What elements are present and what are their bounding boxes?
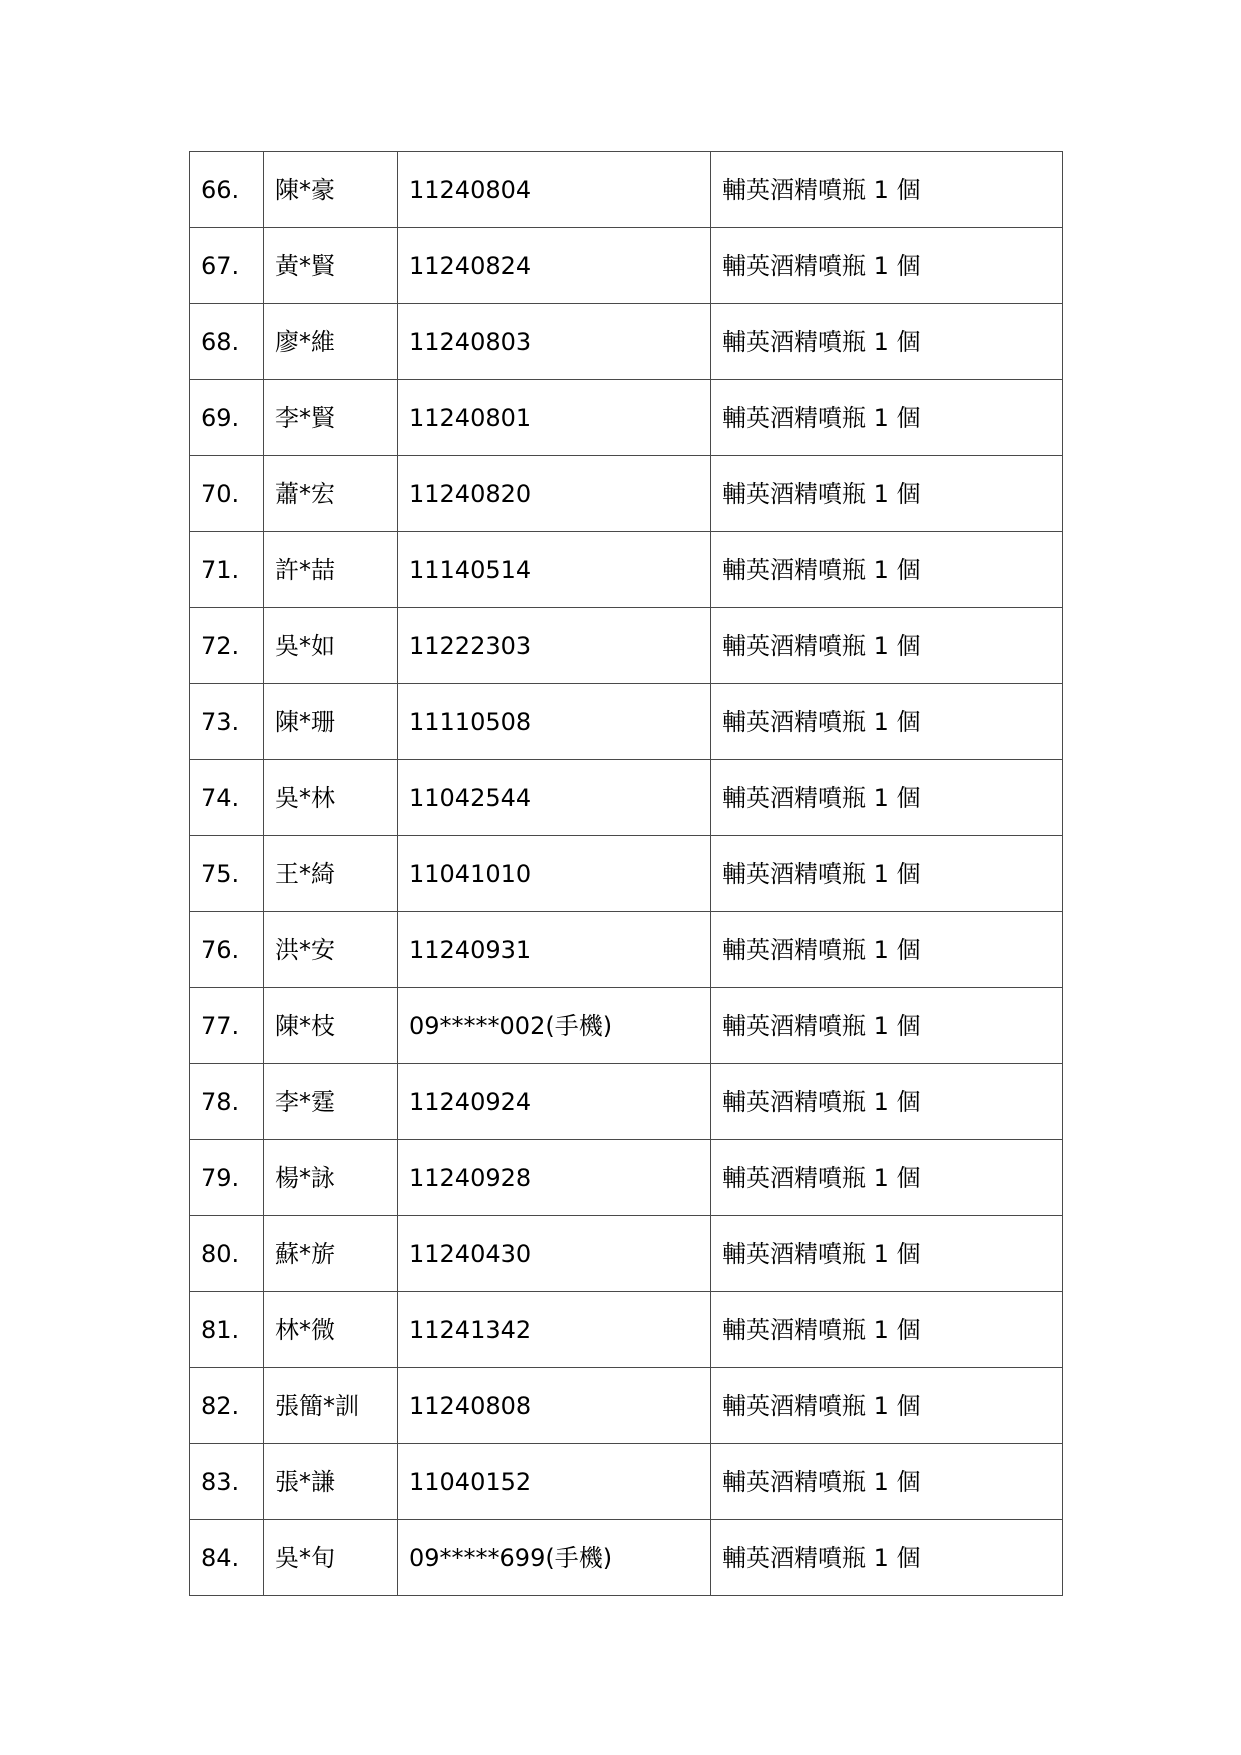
prize-cell: 輔英酒精噴瓶 1 個 <box>711 912 1063 988</box>
winner-id-cell: 11222303 <box>398 608 711 684</box>
table-row <box>190 1140 1063 1216</box>
prize-cell: 輔英酒精噴瓶 1 個 <box>711 1520 1063 1596</box>
row-number-cell: 84. <box>190 1520 264 1596</box>
winner-table-body <box>190 152 1063 1596</box>
winner-id-cell: 11240801 <box>398 380 711 456</box>
winner-name-cell: 吳*林 <box>264 760 398 836</box>
table-row <box>190 1292 1063 1368</box>
prize-cell: 輔英酒精噴瓶 1 個 <box>711 836 1063 912</box>
winner-id-cell: 11240808 <box>398 1368 711 1444</box>
winner-id-cell: 11240804 <box>398 152 711 228</box>
prize-cell: 輔英酒精噴瓶 1 個 <box>711 760 1063 836</box>
winner-id-cell: 11240928 <box>398 1140 711 1216</box>
prize-cell: 輔英酒精噴瓶 1 個 <box>711 1368 1063 1444</box>
prize-cell: 輔英酒精噴瓶 1 個 <box>711 1444 1063 1520</box>
winner-name-cell: 吳*旬 <box>264 1520 398 1596</box>
prize-cell: 輔英酒精噴瓶 1 個 <box>711 1292 1063 1368</box>
prize-cell: 輔英酒精噴瓶 1 個 <box>711 1216 1063 1292</box>
row-number-cell: 72. <box>190 608 264 684</box>
row-number-cell: 66. <box>190 152 264 228</box>
table-row <box>190 1520 1063 1596</box>
prize-cell: 輔英酒精噴瓶 1 個 <box>711 456 1063 532</box>
row-number-cell: 74. <box>190 760 264 836</box>
winner-id-cell: 09*****002(手機) <box>398 988 711 1064</box>
row-number-cell: 77. <box>190 988 264 1064</box>
table-row <box>190 1216 1063 1292</box>
winner-name-cell: 蕭*宏 <box>264 456 398 532</box>
winner-name-cell: 廖*維 <box>264 304 398 380</box>
winner-name-cell: 洪*安 <box>264 912 398 988</box>
row-number-cell: 69. <box>190 380 264 456</box>
winner-id-cell: 11041010 <box>398 836 711 912</box>
row-number-cell: 76. <box>190 912 264 988</box>
winner-name-cell: 陳*枝 <box>264 988 398 1064</box>
winner-name-cell: 楊*詠 <box>264 1140 398 1216</box>
table-row <box>190 988 1063 1064</box>
table-row <box>190 1444 1063 1520</box>
table-row <box>190 456 1063 532</box>
table-row <box>190 228 1063 304</box>
table-row <box>190 912 1063 988</box>
prize-cell: 輔英酒精噴瓶 1 個 <box>711 532 1063 608</box>
row-number-cell: 70. <box>190 456 264 532</box>
winner-name-cell: 陳*豪 <box>264 152 398 228</box>
row-number-cell: 80. <box>190 1216 264 1292</box>
winner-name-cell: 張*謙 <box>264 1444 398 1520</box>
winner-id-cell: 11040152 <box>398 1444 711 1520</box>
winner-name-cell: 吳*如 <box>264 608 398 684</box>
winner-id-cell: 11110508 <box>398 684 711 760</box>
row-number-cell: 81. <box>190 1292 264 1368</box>
table-row <box>190 152 1063 228</box>
prize-cell: 輔英酒精噴瓶 1 個 <box>711 684 1063 760</box>
table-row <box>190 380 1063 456</box>
prize-cell: 輔英酒精噴瓶 1 個 <box>711 608 1063 684</box>
row-number-cell: 73. <box>190 684 264 760</box>
winner-id-cell: 11042544 <box>398 760 711 836</box>
row-number-cell: 71. <box>190 532 264 608</box>
row-number-cell: 78. <box>190 1064 264 1140</box>
winner-id-cell: 09*****699(手機) <box>398 1520 711 1596</box>
row-number-cell: 68. <box>190 304 264 380</box>
row-number-cell: 82. <box>190 1368 264 1444</box>
prize-cell: 輔英酒精噴瓶 1 個 <box>711 304 1063 380</box>
winner-name-cell: 許*喆 <box>264 532 398 608</box>
winner-id-cell: 11241342 <box>398 1292 711 1368</box>
prize-cell: 輔英酒精噴瓶 1 個 <box>711 380 1063 456</box>
row-number-cell: 75. <box>190 836 264 912</box>
winner-id-cell: 11240824 <box>398 228 711 304</box>
prize-cell: 輔英酒精噴瓶 1 個 <box>711 228 1063 304</box>
winner-name-cell: 李*賢 <box>264 380 398 456</box>
winner-name-cell: 李*霆 <box>264 1064 398 1140</box>
prize-cell: 輔英酒精噴瓶 1 個 <box>711 988 1063 1064</box>
winner-id-cell: 11240820 <box>398 456 711 532</box>
table-row <box>190 608 1063 684</box>
table-row <box>190 532 1063 608</box>
table-row <box>190 760 1063 836</box>
row-number-cell: 79. <box>190 1140 264 1216</box>
winner-id-cell: 11240430 <box>398 1216 711 1292</box>
winner-table <box>189 151 1063 1596</box>
winner-id-cell: 11240924 <box>398 1064 711 1140</box>
winner-id-cell: 11240931 <box>398 912 711 988</box>
winner-name-cell: 陳*珊 <box>264 684 398 760</box>
winner-name-cell: 林*微 <box>264 1292 398 1368</box>
winner-name-cell: 張簡*訓 <box>264 1368 398 1444</box>
table-row <box>190 1368 1063 1444</box>
table-row <box>190 684 1063 760</box>
winner-name-cell: 王*綺 <box>264 836 398 912</box>
prize-cell: 輔英酒精噴瓶 1 個 <box>711 1140 1063 1216</box>
table-row <box>190 836 1063 912</box>
table-row <box>190 304 1063 380</box>
winner-id-cell: 11240803 <box>398 304 711 380</box>
winner-name-cell: 蘇*旂 <box>264 1216 398 1292</box>
row-number-cell: 83. <box>190 1444 264 1520</box>
row-number-cell: 67. <box>190 228 264 304</box>
prize-cell: 輔英酒精噴瓶 1 個 <box>711 152 1063 228</box>
prize-cell: 輔英酒精噴瓶 1 個 <box>711 1064 1063 1140</box>
winner-name-cell: 黃*賢 <box>264 228 398 304</box>
table-row <box>190 1064 1063 1140</box>
winner-id-cell: 11140514 <box>398 532 711 608</box>
